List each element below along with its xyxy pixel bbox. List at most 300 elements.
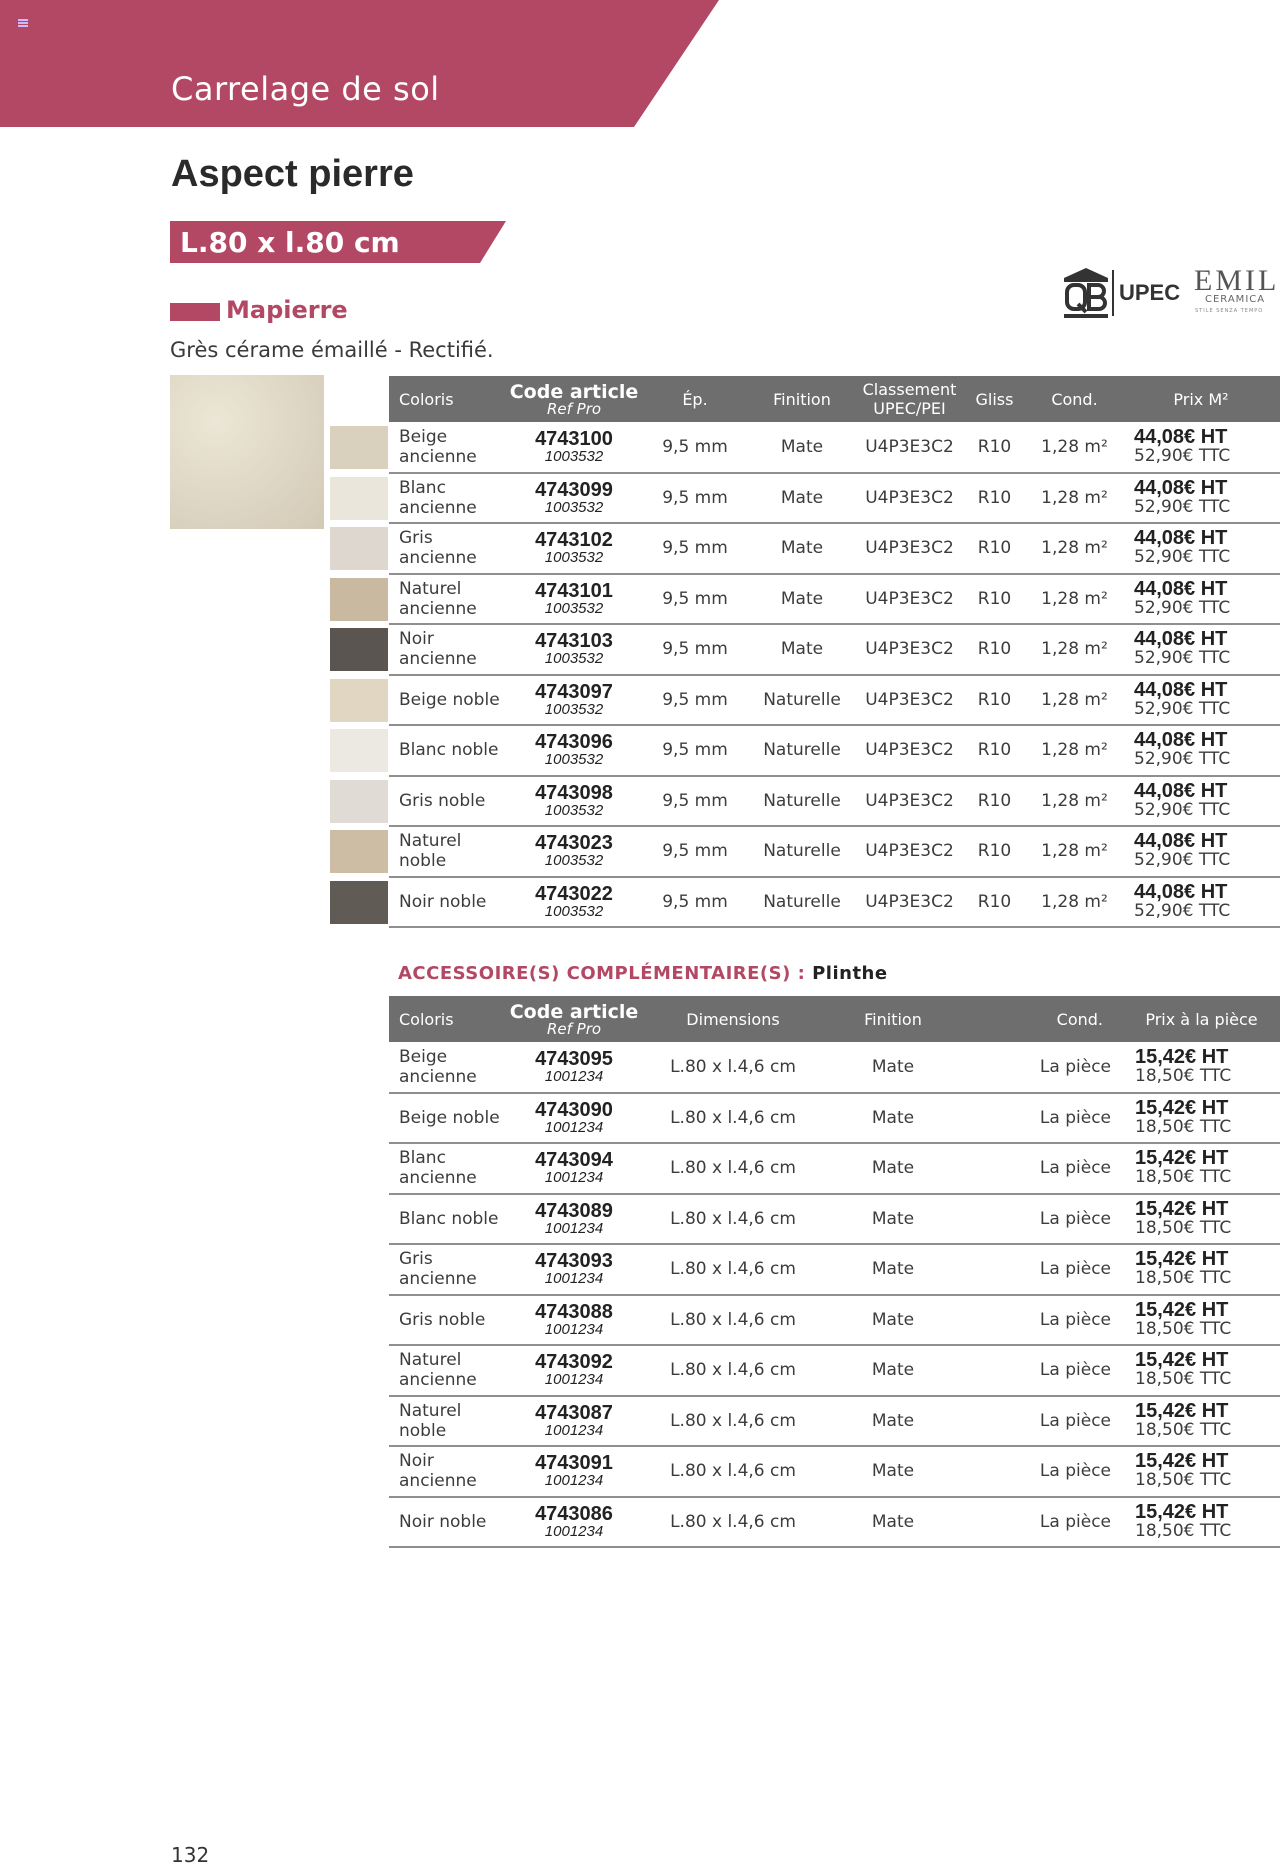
cell-gliss: R10 <box>962 776 1027 827</box>
cell-classement: U4P3E3C2 <box>857 826 962 877</box>
cell-finition: Naturelle <box>747 826 857 877</box>
cell-prix <box>1123 1042 1280 1093</box>
product-photo <box>170 375 324 529</box>
cell-coloris <box>389 574 505 625</box>
cell-coloris <box>389 523 505 574</box>
cell-coloris <box>389 1497 505 1548</box>
cell-finition: Mate <box>747 473 857 524</box>
cell-coloris <box>389 675 505 726</box>
header-ref-label: Ref Pro <box>546 399 602 418</box>
qb-certification-logo-icon <box>1064 268 1108 320</box>
accessory-row <box>389 1194 1280 1245</box>
accessory-row <box>389 1143 1280 1194</box>
cell-coloris <box>389 1345 505 1396</box>
ref-pro: 1003532 <box>544 751 604 769</box>
cell-code <box>505 1042 643 1093</box>
size-label: L.80 x l.80 cm <box>180 226 400 259</box>
color-swatch <box>330 881 388 924</box>
cell-cond: 1,28 m² <box>1027 675 1122 726</box>
coloris-line2: ancienne <box>399 1370 477 1391</box>
code-article: 4743095 <box>535 1047 613 1070</box>
color-swatch <box>330 477 388 520</box>
coloris-line1: Noir <box>399 1451 434 1472</box>
cell-finition: Mate <box>823 1093 963 1144</box>
cell-coloris <box>389 776 505 827</box>
cell-code <box>505 675 643 726</box>
cell-prix <box>1122 574 1280 625</box>
cell-dimensions: L.80 x l.4,6 cm <box>643 1396 823 1447</box>
cell-code <box>505 776 643 827</box>
cell-cond: La pièce <box>963 1497 1123 1548</box>
cell-finition: Mate <box>823 1042 963 1093</box>
ref-pro: 1001234 <box>544 1421 604 1439</box>
cell-prix <box>1122 776 1280 827</box>
acc-header-prix: Prix à la pièce <box>1123 996 1280 1042</box>
cell-ep: 9,5 mm <box>643 574 747 625</box>
cell-gliss: R10 <box>962 675 1027 726</box>
accessory-row <box>389 1396 1280 1447</box>
cell-dimensions: L.80 x l.4,6 cm <box>643 1446 823 1497</box>
code-article: 4743022 <box>535 882 613 905</box>
code-article: 4743091 <box>535 1452 613 1475</box>
ref-pro: 1003532 <box>544 650 604 668</box>
cell-classement: U4P3E3C2 <box>857 574 962 625</box>
cell-cond: La pièce <box>963 1446 1123 1497</box>
cell-prix <box>1123 1396 1280 1447</box>
ref-pro: 1001234 <box>544 1472 604 1490</box>
accessories-table-body <box>389 1042 1280 1547</box>
coloris-line2: ancienne <box>399 1471 477 1492</box>
cell-cond: 1,28 m² <box>1027 877 1122 928</box>
cell-finition: Mate <box>823 1497 963 1548</box>
header-prix: Prix M² <box>1122 376 1280 422</box>
upec-divider <box>1112 270 1114 316</box>
code-article: 4743092 <box>535 1351 613 1374</box>
ref-pro: 1001234 <box>544 1219 604 1237</box>
cell-finition: Mate <box>823 1345 963 1396</box>
ref-pro: 1001234 <box>544 1371 604 1389</box>
cell-finition: Mate <box>823 1396 963 1447</box>
table-row <box>389 574 1280 625</box>
coloris-line1: Beige noble <box>399 1107 500 1128</box>
cell-ep: 9,5 mm <box>643 826 747 877</box>
cell-prix <box>1122 523 1280 574</box>
cell-ep: 9,5 mm <box>643 422 747 473</box>
coloris-line2: ancienne <box>399 497 477 518</box>
code-article: 4743088 <box>535 1300 613 1323</box>
cell-coloris <box>389 624 505 675</box>
code-article: 4743102 <box>535 529 613 552</box>
coloris-line2: ancienne <box>399 446 477 467</box>
price-ttc: 18,50€ TTC <box>1135 1065 1232 1086</box>
cell-code <box>505 1295 643 1346</box>
price-ttc: 52,90€ TTC <box>1134 445 1231 466</box>
accessory-row <box>389 1295 1280 1346</box>
cell-prix <box>1123 1143 1280 1194</box>
cell-dimensions: L.80 x l.4,6 cm <box>643 1345 823 1396</box>
price-ht: 44,08€ HT <box>1134 628 1228 651</box>
cell-classement: U4P3E3C2 <box>857 877 962 928</box>
color-swatch <box>330 628 388 671</box>
code-article: 4743097 <box>535 680 613 703</box>
ref-pro: 1003532 <box>544 447 604 465</box>
header-code <box>505 376 643 422</box>
price-ttc: 52,90€ TTC <box>1134 749 1231 770</box>
cell-coloris <box>389 1143 505 1194</box>
cell-finition: Naturelle <box>747 877 857 928</box>
code-article: 4743100 <box>535 427 613 450</box>
price-ttc: 18,50€ TTC <box>1135 1369 1232 1390</box>
ref-pro: 1001234 <box>544 1522 604 1540</box>
cell-prix <box>1123 1446 1280 1497</box>
code-article: 4743087 <box>535 1401 613 1424</box>
table-row <box>389 523 1280 574</box>
price-ht: 15,42€ HT <box>1135 1298 1229 1321</box>
ref-pro: 1001234 <box>544 1169 604 1187</box>
coloris-line1: Noir noble <box>399 1511 487 1532</box>
cell-gliss: R10 <box>962 826 1027 877</box>
acc-header-dimensions: Dimensions <box>643 996 823 1042</box>
coloris-line2: noble <box>399 1420 447 1441</box>
price-ht: 44,08€ HT <box>1134 779 1228 802</box>
upec-logo-text: UPEC <box>1119 280 1181 305</box>
header-ep: Ép. <box>643 376 747 422</box>
price-ttc: 18,50€ TTC <box>1135 1419 1232 1440</box>
price-ht: 15,42€ HT <box>1135 1399 1229 1422</box>
cell-finition: Mate <box>823 1143 963 1194</box>
cell-prix <box>1123 1295 1280 1346</box>
cell-code <box>505 877 643 928</box>
price-ht: 44,08€ HT <box>1134 830 1228 853</box>
cell-finition: Mate <box>747 624 857 675</box>
cell-code <box>505 523 643 574</box>
price-ttc: 52,90€ TTC <box>1134 597 1231 618</box>
coloris-line1: Blanc <box>399 477 446 498</box>
cell-code <box>505 1244 643 1295</box>
ref-pro: 1003532 <box>544 852 604 870</box>
code-article: 4743103 <box>535 630 613 653</box>
header-classement-label: Classement <box>862 380 957 399</box>
price-ttc: 52,90€ TTC <box>1134 698 1231 719</box>
cell-prix <box>1122 826 1280 877</box>
price-ht: 44,08€ HT <box>1134 577 1228 600</box>
cell-dimensions: L.80 x l.4,6 cm <box>643 1042 823 1093</box>
coloris-line1: Gris noble <box>399 790 486 811</box>
coloris-line1: Gris noble <box>399 1309 486 1330</box>
cell-finition: Mate <box>823 1446 963 1497</box>
cell-cond: La pièce <box>963 1194 1123 1245</box>
price-ht: 44,08€ HT <box>1134 425 1228 448</box>
cell-classement: U4P3E3C2 <box>857 725 962 776</box>
coloris-line1: Naturel <box>399 1350 462 1371</box>
code-article: 4743090 <box>535 1098 613 1121</box>
table-row <box>389 675 1280 726</box>
cell-prix <box>1123 1093 1280 1144</box>
acc-header-ref-label: Ref Pro <box>546 1019 602 1038</box>
cell-code <box>505 1396 643 1447</box>
coloris-line2: ancienne <box>399 1269 477 1290</box>
color-swatch <box>330 729 388 772</box>
price-ttc: 52,90€ TTC <box>1134 850 1231 871</box>
cell-code <box>505 1497 643 1548</box>
table-row <box>389 725 1280 776</box>
cell-code <box>505 574 643 625</box>
cell-code <box>505 1446 643 1497</box>
coloris-line1: Beige noble <box>399 689 500 710</box>
accessory-row <box>389 1497 1280 1548</box>
accessories-title-label: ACCESSOIRE(S) COMPLÉMENTAIRE(S) : <box>398 963 806 984</box>
cell-ep: 9,5 mm <box>643 776 747 827</box>
cell-code <box>505 1345 643 1396</box>
cell-cond: 1,28 m² <box>1027 776 1122 827</box>
header-coloris: Coloris <box>389 376 505 422</box>
cell-code <box>505 1194 643 1245</box>
cell-coloris <box>389 1295 505 1346</box>
cell-prix <box>1123 1497 1280 1548</box>
cell-gliss: R10 <box>962 877 1027 928</box>
header-classement <box>857 376 962 422</box>
cell-prix <box>1122 675 1280 726</box>
cell-cond: La pièce <box>963 1295 1123 1346</box>
table-row <box>389 473 1280 524</box>
cell-code <box>505 422 643 473</box>
cell-dimensions: L.80 x l.4,6 cm <box>643 1194 823 1245</box>
color-swatch <box>330 830 388 873</box>
table-row <box>389 624 1280 675</box>
product-table-body <box>389 422 1280 927</box>
ref-pro: 1003532 <box>544 902 604 920</box>
coloris-line1: Beige <box>399 1046 448 1067</box>
coloris-line1: Noir <box>399 629 434 650</box>
cell-cond: 1,28 m² <box>1027 826 1122 877</box>
cell-cond: 1,28 m² <box>1027 624 1122 675</box>
price-ttc: 18,50€ TTC <box>1135 1520 1232 1541</box>
cell-code <box>505 725 643 776</box>
cell-prix <box>1123 1244 1280 1295</box>
accessories-header-row <box>389 996 1280 1042</box>
color-swatch <box>330 527 388 570</box>
header-code-label: Code article <box>509 380 639 403</box>
coloris-line2: ancienne <box>399 1168 477 1189</box>
accessory-row <box>389 1244 1280 1295</box>
cell-classement: U4P3E3C2 <box>857 675 962 726</box>
cell-dimensions: L.80 x l.4,6 cm <box>643 1093 823 1144</box>
cell-finition: Naturelle <box>747 675 857 726</box>
coloris-line1: Naturel <box>399 831 462 852</box>
price-ht: 44,08€ HT <box>1134 880 1228 903</box>
size-band <box>170 221 506 263</box>
code-article: 4743093 <box>535 1250 613 1273</box>
cell-dimensions: L.80 x l.4,6 cm <box>643 1497 823 1548</box>
coloris-line2: noble <box>399 851 447 872</box>
price-ttc: 52,90€ TTC <box>1134 900 1231 921</box>
ref-pro: 1003532 <box>544 700 604 718</box>
brand-name: Mapierre <box>226 296 348 324</box>
cell-code <box>505 1093 643 1144</box>
cell-ep: 9,5 mm <box>643 725 747 776</box>
cell-coloris <box>389 1396 505 1447</box>
acc-header-code <box>505 996 643 1042</box>
cell-finition: Naturelle <box>747 725 857 776</box>
emil-logo-subtext: CERAMICA <box>1205 294 1266 305</box>
cell-ep: 9,5 mm <box>643 523 747 574</box>
acc-header-finition: Finition <box>823 996 963 1042</box>
page-title: Aspect pierre <box>171 153 414 195</box>
table-row <box>389 422 1280 473</box>
color-swatch <box>330 426 388 469</box>
coloris-line1: Noir noble <box>399 891 487 912</box>
ref-pro: 1001234 <box>544 1320 604 1338</box>
price-ttc: 52,90€ TTC <box>1134 547 1231 568</box>
cell-coloris <box>389 725 505 776</box>
emil-logo-text: EMIL <box>1194 264 1280 297</box>
acc-header-code-label: Code article <box>509 1000 639 1023</box>
accessory-row <box>389 1446 1280 1497</box>
cell-ep: 9,5 mm <box>643 675 747 726</box>
cell-finition: Mate <box>747 422 857 473</box>
price-ht: 15,42€ HT <box>1135 1096 1229 1119</box>
ref-pro: 1001234 <box>544 1270 604 1288</box>
acc-header-cond: Cond. <box>963 996 1123 1042</box>
price-ttc: 18,50€ TTC <box>1135 1217 1232 1238</box>
accessories-type: Plinthe <box>812 963 888 984</box>
cell-ep: 9,5 mm <box>643 877 747 928</box>
cell-cond: 1,28 m² <box>1027 473 1122 524</box>
price-ht: 15,42€ HT <box>1135 1450 1229 1473</box>
cell-coloris <box>389 1042 505 1093</box>
coloris-line1: Beige <box>399 426 448 447</box>
cell-classement: U4P3E3C2 <box>857 473 962 524</box>
accessories-title <box>398 963 888 984</box>
cell-ep: 9,5 mm <box>643 473 747 524</box>
header-gliss: Gliss <box>962 376 1027 422</box>
price-ht: 15,42€ HT <box>1135 1349 1229 1372</box>
color-swatch <box>330 578 388 621</box>
cell-gliss: R10 <box>962 523 1027 574</box>
cell-gliss: R10 <box>962 473 1027 524</box>
cell-coloris <box>389 1093 505 1144</box>
cell-prix <box>1122 725 1280 776</box>
cell-finition: Mate <box>747 523 857 574</box>
cell-ep: 9,5 mm <box>643 624 747 675</box>
brand-bar <box>170 303 220 321</box>
ref-pro: 1003532 <box>544 599 604 617</box>
cell-classement: U4P3E3C2 <box>857 523 962 574</box>
code-article: 4743094 <box>535 1149 613 1172</box>
code-article: 4743096 <box>535 731 613 754</box>
table-header-row <box>389 376 1280 422</box>
price-ht: 15,42€ HT <box>1135 1045 1229 1068</box>
coloris-line2: ancienne <box>399 548 477 569</box>
table-row <box>389 826 1280 877</box>
coloris-line1: Blanc noble <box>399 1208 499 1229</box>
coloris-line2: ancienne <box>399 1066 477 1087</box>
cell-code <box>505 473 643 524</box>
cell-dimensions: L.80 x l.4,6 cm <box>643 1244 823 1295</box>
cell-prix <box>1123 1194 1280 1245</box>
cell-coloris <box>389 1244 505 1295</box>
coloris-line1: Blanc <box>399 1148 446 1169</box>
cell-code <box>505 1143 643 1194</box>
cell-dimensions: L.80 x l.4,6 cm <box>643 1295 823 1346</box>
coloris-line1: Naturel <box>399 1400 462 1421</box>
table-row <box>389 776 1280 827</box>
cell-classement: U4P3E3C2 <box>857 624 962 675</box>
cell-classement: U4P3E3C2 <box>857 776 962 827</box>
cell-finition: Mate <box>823 1194 963 1245</box>
coloris-line1: Gris <box>399 1249 433 1270</box>
cell-code <box>505 826 643 877</box>
price-ht: 44,08€ HT <box>1134 729 1228 752</box>
cell-dimensions: L.80 x l.4,6 cm <box>643 1143 823 1194</box>
cell-cond: La pièce <box>963 1093 1123 1144</box>
price-ht: 15,42€ HT <box>1135 1197 1229 1220</box>
cell-code <box>505 624 643 675</box>
cell-prix <box>1122 473 1280 524</box>
coloris-line1: Gris <box>399 528 433 549</box>
cell-cond: 1,28 m² <box>1027 422 1122 473</box>
cell-classement: U4P3E3C2 <box>857 422 962 473</box>
category-title: Carrelage de sol <box>171 70 440 108</box>
code-article: 4743099 <box>535 478 613 501</box>
emil-logo-tagline: STILE SENZA TEMPO <box>1195 308 1264 314</box>
cell-cond: 1,28 m² <box>1027 725 1122 776</box>
price-ttc: 18,50€ TTC <box>1135 1318 1232 1339</box>
header-cond: Cond. <box>1027 376 1122 422</box>
price-ht: 44,08€ HT <box>1134 678 1228 701</box>
product-description: Grès cérame émaillé - Rectifié. <box>170 338 494 362</box>
cell-gliss: R10 <box>962 574 1027 625</box>
cell-coloris <box>389 877 505 928</box>
header-band <box>0 0 1280 127</box>
price-ttc: 52,90€ TTC <box>1134 648 1231 669</box>
coloris-line2: ancienne <box>399 649 477 670</box>
accessories-table <box>389 996 1280 1548</box>
cell-cond: La pièce <box>963 1143 1123 1194</box>
accessory-row <box>389 1093 1280 1144</box>
certification-logos <box>1064 264 1279 324</box>
cell-coloris <box>389 1194 505 1245</box>
price-ht: 15,42€ HT <box>1135 1248 1229 1271</box>
ref-pro: 1001234 <box>544 1067 604 1085</box>
cell-gliss: R10 <box>962 422 1027 473</box>
code-article: 4743089 <box>535 1199 613 1222</box>
cell-finition: Mate <box>823 1244 963 1295</box>
price-ttc: 18,50€ TTC <box>1135 1116 1232 1137</box>
price-ht: 15,42€ HT <box>1135 1147 1229 1170</box>
ref-pro: 1001234 <box>544 1118 604 1136</box>
header-finition: Finition <box>747 376 857 422</box>
coloris-line1: Blanc noble <box>399 740 499 761</box>
cell-gliss: R10 <box>962 725 1027 776</box>
coloris-line1: Naturel <box>399 578 462 599</box>
code-article: 4743023 <box>535 832 613 855</box>
product-table <box>389 376 1280 928</box>
cell-finition: Mate <box>747 574 857 625</box>
menu-icon[interactable] <box>18 19 28 27</box>
cell-coloris <box>389 1446 505 1497</box>
cell-prix <box>1122 624 1280 675</box>
table-row <box>389 877 1280 928</box>
cell-coloris <box>389 826 505 877</box>
code-article: 4743101 <box>535 579 613 602</box>
price-ttc: 18,50€ TTC <box>1135 1470 1232 1491</box>
ref-pro: 1003532 <box>544 498 604 516</box>
cell-coloris <box>389 422 505 473</box>
accessory-row <box>389 1042 1280 1093</box>
accessory-row <box>389 1345 1280 1396</box>
header-classement-sub: UPEC/PEI <box>873 399 946 418</box>
